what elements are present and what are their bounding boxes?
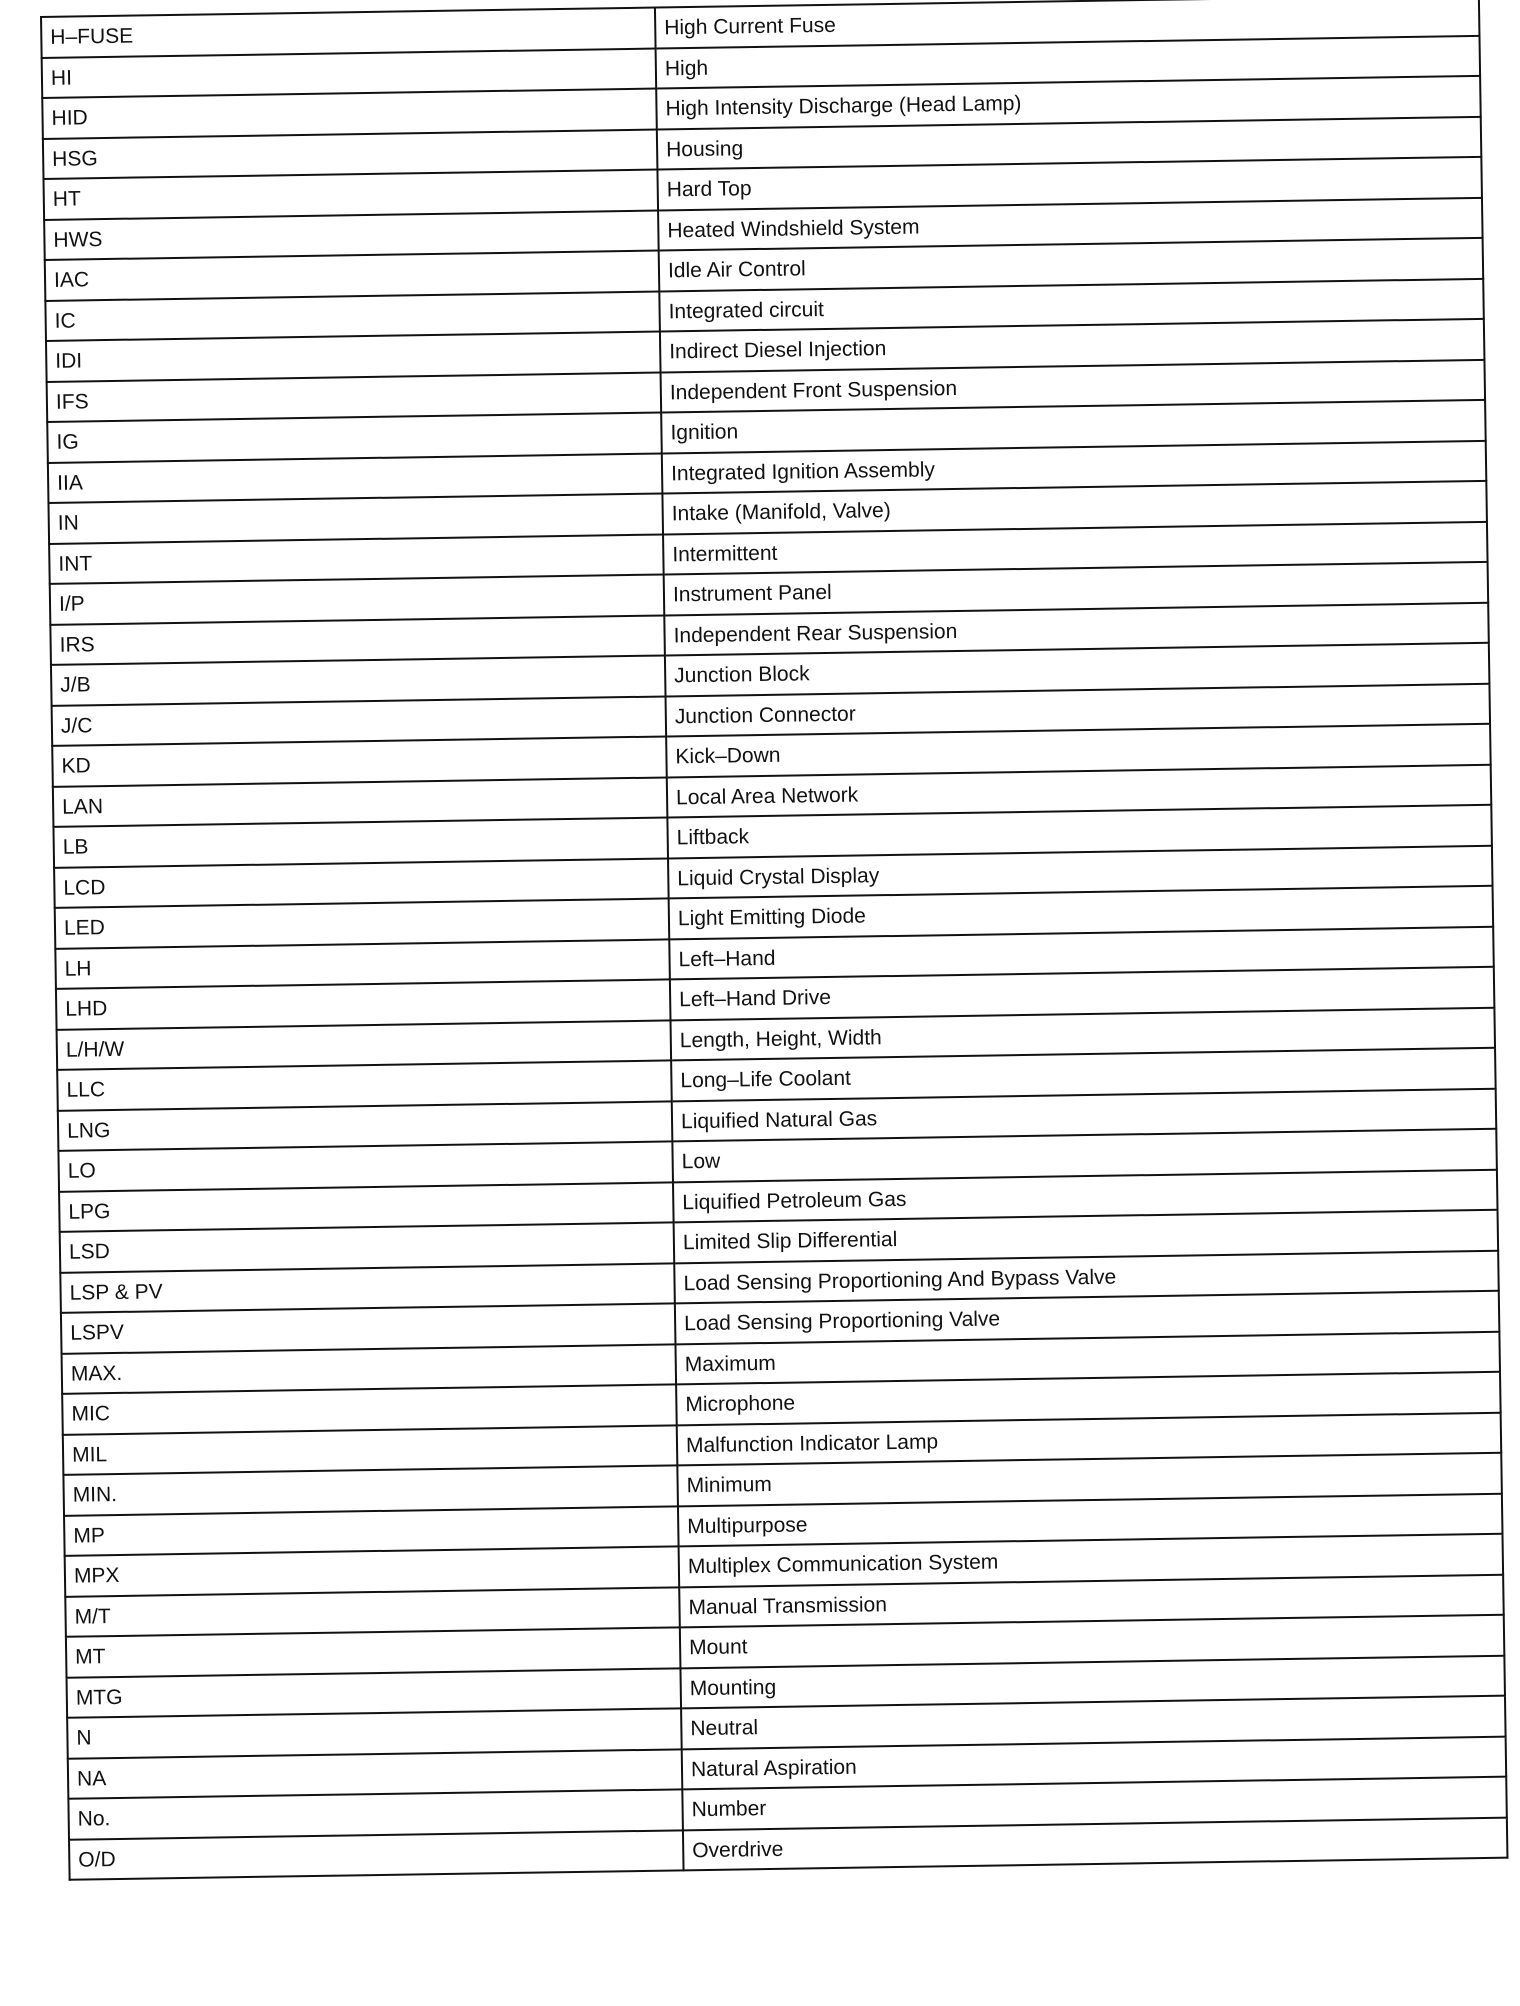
abbreviation-cell: IRS [50,615,665,665]
abbreviation-cell: LSP & PV [60,1263,675,1313]
abbreviation-cell: LSD [60,1222,675,1272]
meaning-cell: High [656,35,1481,88]
meaning-cell: Local Area Network [667,764,1492,817]
meaning-cell: Heated Windshield System [658,197,1483,250]
abbreviation-cell: INT [49,534,664,584]
meaning-cell: Ignition [661,400,1486,453]
abbreviation-cell: IN [48,493,663,543]
abbreviation-cell: LSPV [61,1303,676,1353]
abbreviation-cell: LED [55,898,670,948]
abbreviation-table [40,0,1508,1881]
meaning-cell: Liquid Crystal Display [668,845,1493,898]
meaning-cell: Instrument Panel [664,562,1489,615]
meaning-cell: Limited Slip Differential [674,1210,1499,1263]
meaning-cell: Junction Block [665,643,1490,696]
abbreviation-cell: KD [52,736,667,786]
abbreviation-cell: LCD [54,858,669,908]
abbreviation-cell: LLC [57,1060,672,1110]
abbreviation-cell: LNG [58,1101,673,1151]
meaning-cell: Natural Aspiration [682,1736,1507,1789]
abbreviation-cell: No. [68,1789,683,1839]
abbreviation-cell: LH [55,939,670,989]
meaning-cell: Multiplex Communication System [679,1534,1504,1587]
abbreviation-cell: H–FUSE [41,8,656,58]
abbreviation-cell: LHD [56,979,671,1029]
meaning-cell: Light Emitting Diode [669,886,1494,939]
meaning-cell: Intake (Manifold, Valve) [662,481,1487,534]
abbreviation-cell: J/C [52,696,667,746]
abbreviation-cell: HSG [43,129,658,179]
abbreviation-cell: MIN. [63,1465,678,1515]
meaning-cell: Kick–Down [666,724,1491,777]
meaning-cell: Housing [657,116,1482,169]
meaning-cell: Liquified Natural Gas [672,1088,1497,1141]
meaning-cell: Indirect Diesel Injection [660,319,1485,372]
abbreviation-cell: LB [53,817,668,867]
meaning-cell: Overdrive [683,1817,1508,1870]
abbreviation-cell: M/T [65,1587,680,1637]
meaning-cell: Maximum [675,1331,1500,1384]
meaning-cell: Liftback [667,805,1492,858]
abbreviation-cell: IG [47,413,662,463]
meaning-cell: Independent Front Suspension [661,359,1486,412]
abbreviation-cell: MIC [62,1384,677,1434]
abbreviation-cell: IC [45,291,660,341]
abbreviation-cell: NA [68,1749,683,1799]
meaning-cell: Integrated circuit [659,278,1484,331]
abbreviation-cell: O/D [69,1830,684,1880]
meaning-cell: Mounting [680,1655,1505,1708]
abbreviation-cell: MT [66,1627,681,1677]
meaning-cell: Length, Height, Width [670,1007,1495,1060]
abbreviation-cell: HI [42,48,657,98]
abbreviation-cell: HID [42,89,657,139]
abbreviation-cell: IFS [47,372,662,422]
abbreviation-table-page [40,0,1508,1881]
abbreviation-cell: J/B [51,655,666,705]
meaning-cell: High Current Fuse [655,0,1480,48]
abbreviation-cell: MP [64,1506,679,1556]
meaning-cell: Load Sensing Proportioning Valve [675,1291,1500,1344]
meaning-cell: Idle Air Control [659,238,1484,291]
abbreviation-cell: I/P [50,574,665,624]
meaning-cell: Load Sensing Proportioning And Bypass Valve [674,1250,1499,1303]
meaning-cell: Minimum [677,1453,1502,1506]
meaning-cell: Manual Transmission [679,1574,1504,1627]
meaning-cell: Mount [680,1615,1505,1668]
meaning-cell: Left–Hand Drive [670,967,1495,1020]
abbreviation-cell: L/H/W [57,1020,672,1070]
meaning-cell: Liquified Petroleum Gas [673,1169,1498,1222]
abbreviation-cell: HWS [44,210,659,260]
meaning-cell: Neutral [681,1696,1506,1749]
abbreviation-cell: MPX [65,1546,680,1596]
meaning-cell: Junction Connector [666,683,1491,736]
abbreviation-cell: LAN [53,777,668,827]
meaning-cell: Long–Life Coolant [671,1048,1496,1101]
abbreviation-cell: LPG [59,1182,674,1232]
abbreviation-cell: N [67,1708,682,1758]
meaning-cell: Low [672,1129,1497,1182]
meaning-cell: Hard Top [657,157,1482,210]
meaning-cell: Independent Rear Suspension [664,602,1489,655]
abbreviation-cell: MIL [63,1425,678,1475]
abbreviation-cell: LO [58,1141,673,1191]
abbreviation-cell: MAX. [62,1344,677,1394]
meaning-cell: Left–Hand [669,926,1494,979]
abbreviation-cell: IIA [48,453,663,503]
meaning-cell: Malfunction Indicator Lamp [677,1412,1502,1465]
meaning-cell: Multipurpose [678,1493,1503,1546]
meaning-cell: Intermittent [663,521,1488,574]
meaning-cell: Number [682,1777,1507,1830]
abbreviation-cell: IAC [45,251,660,301]
abbreviation-cell: MTG [67,1668,682,1718]
abbreviation-cell: HT [44,170,659,220]
meaning-cell: Microphone [676,1372,1501,1425]
abbreviation-cell: IDI [46,332,661,382]
meaning-cell: Integrated Ignition Assembly [662,440,1487,493]
meaning-cell: High Intensity Discharge (Head Lamp) [656,76,1481,129]
